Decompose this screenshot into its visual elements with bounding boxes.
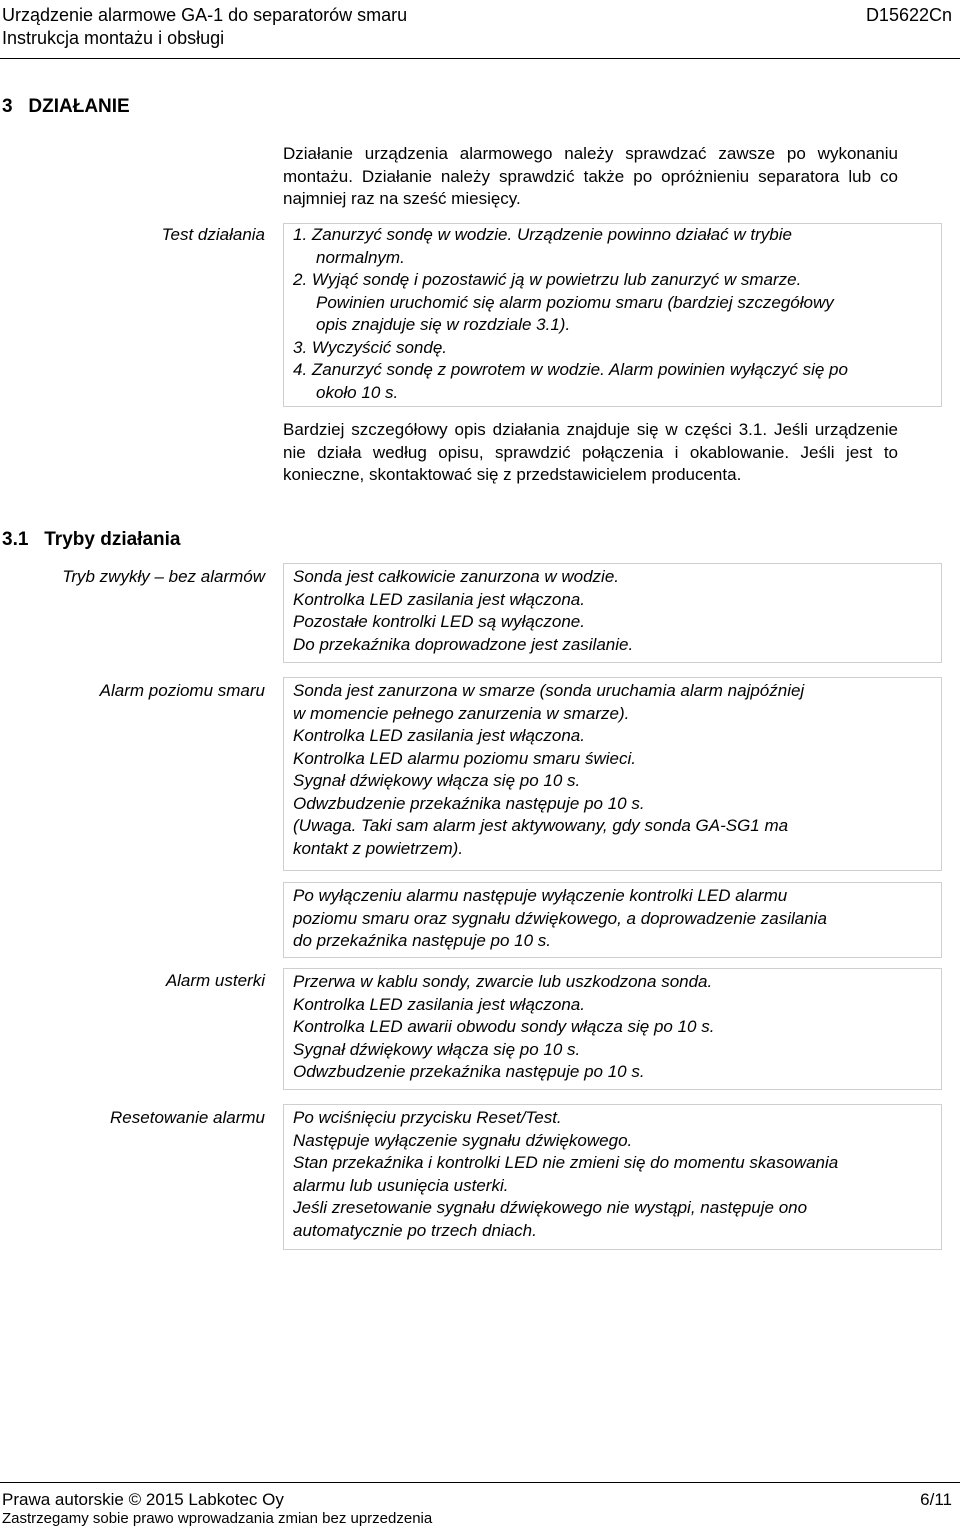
page-number: 6/11 (920, 1490, 952, 1509)
mode-label-alarm-reset: Resetowanie alarmu (110, 1108, 265, 1127)
test-step: 1. Zanurzyć sondę w wodzie. Urządzenie powinno działać w trybie normalnym. (293, 225, 792, 267)
intro-paragraph (283, 143, 898, 211)
test-step: 2. Wyjąć sondę i pozostawić ją w powietrzu lub zanurzyć w smarze. Powinien uruchomić się alarm poziomu smaru (bardziej szczegółowy opis znajduje się w rozdziale 3.1). (293, 270, 834, 334)
intro-text: Działanie urządzenia alarmowego należy sprawdzać zawsze po wykonaniu montażu. Działanie należy sprawdzić także po opróżnieniu separatora lub co najmniej raz na sześć miesięcy. (283, 144, 898, 208)
mode-label-grease-alarm: Alarm poziomu smaru (99, 681, 265, 700)
mode-box-grease-alarm-reset: Po wyłączeniu alarmu następuje wyłączenie kontrolki LED alarmu poziomu smaru oraz sygnału dźwiękowego, a doprowadzenie zasilania do przekaźnika następuje po 10 s. (283, 882, 942, 958)
footer-notice: Zastrzegamy sobie prawo wprowadzania zmian bez uprzedzenia (2, 1510, 433, 1527)
footer-copyright: Prawa autorskie © 2015 Labkotec Oy (2, 1490, 284, 1509)
section-heading: 3 DZIAŁANIE (2, 96, 130, 117)
test-steps-box (283, 223, 942, 407)
header-subtitle: Instrukcja montażu i obsługi (2, 28, 225, 48)
mode-box-fault-alarm: Przerwa w kablu sondy, zwarcie lub uszkodzona sonda. Kontrolka LED zasilania jest włączona. Kontrolka LED awarii obwodu sondy włącza się po 10 s. Sygnał dźwiękowy włącza się po 10 s. Odwzbudzenie przekaźnika następuje po 10 s. (283, 968, 942, 1090)
subsection-heading: 3.1 Tryby działania (2, 529, 181, 550)
after-test-paragraph (283, 419, 898, 487)
mode-label-fault-alarm: Alarm usterki (165, 971, 265, 990)
test-step: 4. Zanurzyć sondę z powrotem w wodzie. Alarm powinien wyłączyć się po około 10 s. (293, 360, 848, 402)
test-step: 3. Wyczyścić sondę. (293, 337, 448, 357)
header-title: Urządzenie alarmowe GA-1 do separatorów smaru (2, 5, 408, 25)
footer-divider (0, 1482, 960, 1483)
mode-box-grease-alarm: Sonda jest zanurzona w smarze (sonda uruchamia alarm najpóźniej w momencie pełnego zanurzenia w smarze). Kontrolka LED zasilania jest włączona. Kontrolka LED alarmu poziomu smaru świeci. Sygnał dźwiękowy włącza się po 10 s. Odwzbudzenie przekaźnika następuje po 10 s. (Uwaga. Taki sam alarm jest aktywowany, gdy sonda GA-SG1 ma kontakt z powietrzem). (283, 677, 942, 871)
mode-label-normal: Tryb zwykły – bez alarmów (62, 567, 265, 586)
mode-box-alarm-reset: Po wciśnięciu przycisku Reset/Test. Następuje wyłączenie sygnału dźwiękowego. Stan przekaźnika i kontrolki LED nie zmieni się do momentu skasowania alarmu lub usunięcia usterki. Jeśli zresetowanie sygnału dźwiękowego nie wystąpi, następuje ono automatycznie po trzech dniach. (283, 1104, 942, 1250)
test-label: Test działania (161, 225, 265, 244)
document-code: D15622Cn (865, 5, 952, 25)
mode-box-normal: Sonda jest całkowicie zanurzona w wodzie. Kontrolka LED zasilania jest włączona. Pozostałe kontrolki LED są wyłączone. Do przekaźnika doprowadzone jest zasilanie. (283, 563, 942, 663)
header-divider (0, 58, 960, 59)
after-test-text: Bardziej szczegółowy opis działania znajduje się w części 3.1. Jeśli urządzenie nie działa według opisu, sprawdzić połączenia i okablowanie. Jeśli jest to konieczne, skontaktować się z przedstawicielem producenta. (283, 420, 898, 484)
